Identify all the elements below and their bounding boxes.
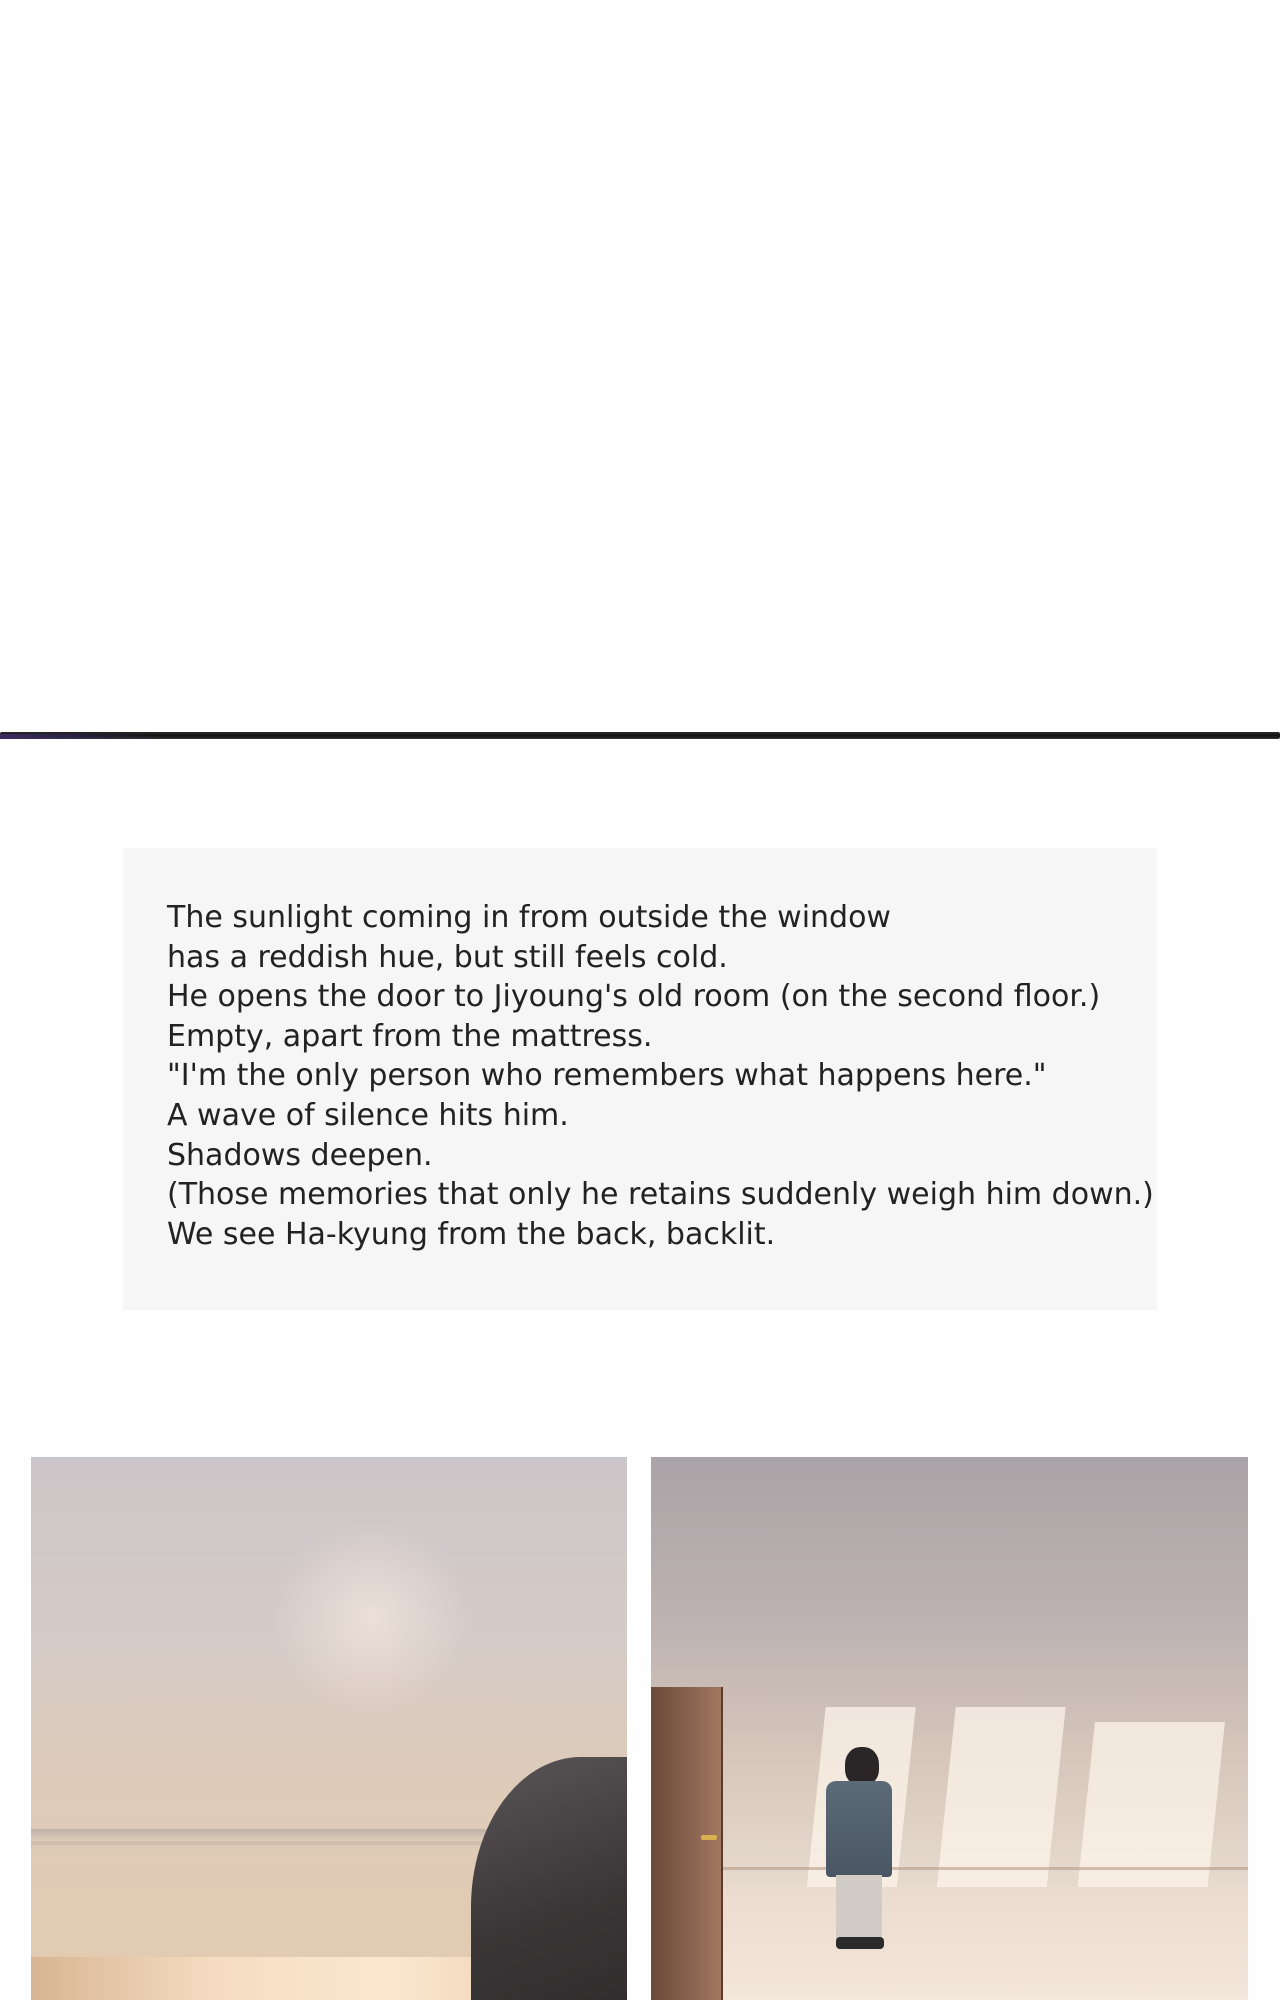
door-handle [701, 1835, 717, 1840]
character-pants [836, 1875, 882, 1939]
baseboard [651, 1867, 1248, 1870]
character-shirt [826, 1781, 892, 1877]
narration-line: He opens the door to Jiyoung's old room (on the second floor.) [167, 979, 1101, 1015]
hair-silhouette [471, 1757, 627, 2000]
narration-line: The sunlight coming in from outside the window [167, 900, 891, 935]
narration-line: A wave of silence hits him. [167, 1097, 569, 1133]
divider-accent [0, 734, 160, 739]
character-shoes [836, 1937, 884, 1949]
narration-line: (Those memories that only he retains suddenly weigh him down.) [167, 1177, 1154, 1213]
narration-line: We see Ha-kyung from the back, backlit. [167, 1216, 776, 1252]
narration-line: "I'm the only person who remembers what happens here." [167, 1058, 1047, 1094]
comic-panel-empty-room [651, 1457, 1248, 2000]
scene-divider-line [0, 732, 1280, 739]
narration-line: Shadows deepen. [167, 1137, 433, 1173]
floor [651, 1887, 1248, 2000]
narration-line: has a reddish hue, but still feels cold. [167, 939, 728, 975]
comic-panel-sunlit-room [31, 1457, 627, 2000]
door [651, 1687, 723, 2000]
narration-line: Empty, apart from the mattress. [167, 1018, 653, 1054]
character-head [845, 1747, 879, 1785]
narration-box [123, 848, 1157, 1310]
sun-glow [271, 1517, 471, 1717]
